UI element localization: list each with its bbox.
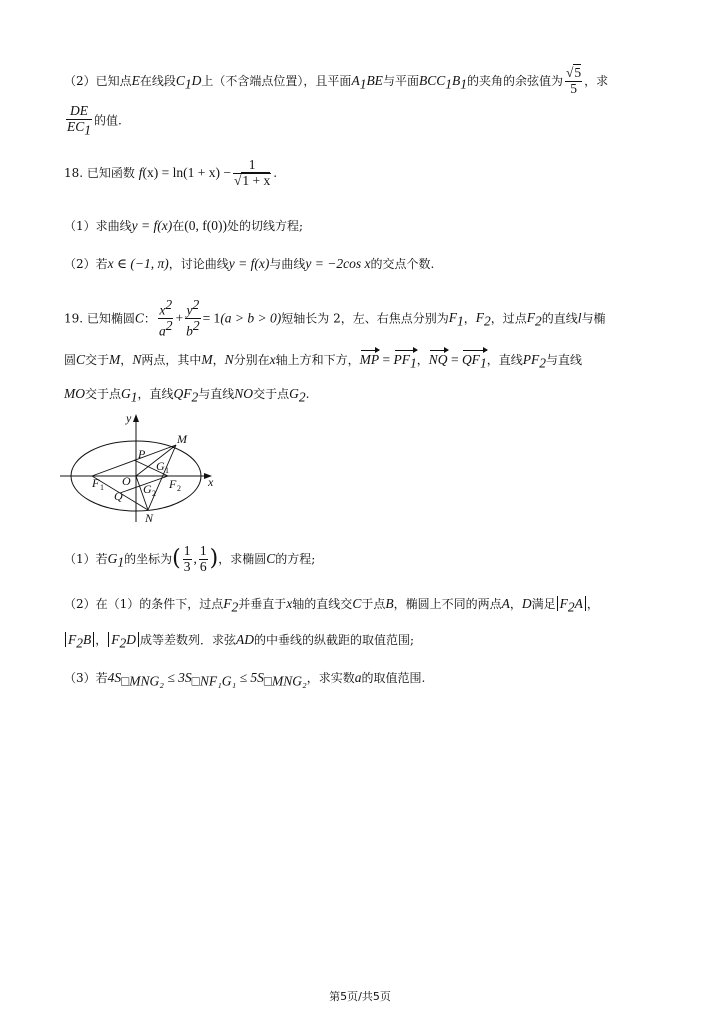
math-vector-qf1: $QF_1$ <box>461 352 487 371</box>
math-vector-mp: MP <box>359 352 380 367</box>
text: ，求椭圆 <box>218 551 267 566</box>
p19-q2-line2: $F_2B$ ， $F_2D$ 成等差数列．求弦AD的中垂线的纵截距的取值范围; <box>64 632 414 652</box>
text: （1）若 <box>64 551 108 566</box>
math-n: N <box>132 352 142 367</box>
math-g1: $G_1$ <box>121 386 138 405</box>
math-a: A <box>501 596 510 611</box>
label-g2 <box>143 482 156 498</box>
text: ，直线 <box>486 353 523 367</box>
text: 交于点 <box>253 387 290 401</box>
ellipse-figure <box>58 410 228 528</box>
math-c: C <box>352 596 362 611</box>
label-x: x <box>208 475 214 489</box>
p18-intro-line <box>64 158 277 189</box>
p18-q1-line <box>64 218 303 234</box>
text: 并垂直于 <box>238 597 287 611</box>
label-p: P <box>138 447 146 461</box>
label-q: Q <box>114 489 123 503</box>
text: （2）已知点 <box>64 73 132 88</box>
label-f2 <box>168 477 181 493</box>
math-f2: $F_2$ <box>223 596 239 615</box>
label-m: M <box>177 432 187 446</box>
text: 于点 <box>361 597 386 611</box>
math-plane2: $BCC_1B_1$ <box>418 72 467 92</box>
math-plane1: $A_1BE$ <box>351 72 383 92</box>
text: 圆 <box>64 353 77 367</box>
svg-text:G: G <box>143 482 152 496</box>
svg-text:2: 2 <box>152 489 156 498</box>
math-x-frac: $\frac{x^2}{a^2}$ <box>158 297 173 339</box>
label-o: O <box>122 474 131 488</box>
math: y = −2cos x <box>305 256 371 271</box>
math-ratio: $\frac{DE}{EC_1}$ <box>67 103 92 138</box>
math-abs-f2a: $F_2A$ <box>557 596 586 611</box>
text: 与直线 <box>198 387 235 401</box>
math-x: x <box>269 352 276 367</box>
math-f1: $F_1$ <box>448 310 464 330</box>
math-l: l <box>577 310 582 326</box>
text: 处的切线方程; <box>226 219 304 233</box>
text: 上（不含端点位置），且平面 <box>201 73 352 88</box>
math-vector-nq: NQ <box>428 352 448 367</box>
text: 轴的直线交 <box>292 597 353 611</box>
text: 的值. <box>94 113 122 128</box>
svg-text:F: F <box>169 477 177 491</box>
math-m: M <box>201 352 213 367</box>
math-f2: $F_2$ <box>475 310 491 330</box>
text: 的取值范围. <box>361 671 426 685</box>
svg-text:G: G <box>156 459 165 473</box>
text: 的直线 <box>541 311 578 326</box>
text: 的交点个数. <box>370 257 435 271</box>
text: ，讨论曲线 <box>168 257 229 271</box>
math-abs-f2d: $F_2D$ <box>108 632 139 647</box>
svg-text:2: 2 <box>177 484 181 493</box>
math-coord-y: $\frac{1}{6}$ <box>199 543 207 574</box>
text: 成等差数列．求弦 <box>140 633 237 647</box>
math-f-expr: (x) = ln(1 + x) − <box>142 164 231 180</box>
math-pf2: $PF_2$ <box>522 352 546 371</box>
page-footer: 第5页/共5页 <box>329 990 391 1003</box>
math-a: a <box>354 670 362 685</box>
text: 与直线 <box>545 353 582 367</box>
math-c: C <box>266 550 276 566</box>
math: (0, f(0)) <box>184 218 227 233</box>
math-segment: $C_1D$ <box>175 72 202 92</box>
label-n: N <box>145 511 154 525</box>
p17-ratio-line <box>64 104 122 138</box>
math-c: C <box>134 310 144 326</box>
svg-text:F: F <box>92 476 100 490</box>
svg-text:1: 1 <box>165 466 169 475</box>
y-axis-arrow <box>133 414 139 422</box>
math-f2: $F_2$ <box>526 310 542 330</box>
svg-text:1: 1 <box>100 483 104 492</box>
label-y: y <box>126 411 132 425</box>
math-x: x <box>286 596 293 611</box>
math-cos-value: $\frac{√5}{5}$ <box>565 65 582 96</box>
p19-line2: 圆C交于M，N两点，其中M，N分别在x轴上方和下方，MP = $PF_1$，NQ = $QF_1$，直线$PF_2$与直线 <box>64 352 582 371</box>
text: （3）若 <box>64 671 108 685</box>
math-vector-pf1: $PF_1$ <box>393 352 417 371</box>
math-inequality: $4S_{□MNG_2} \le 3S_{□NF_1G_1} \le 5S_{□MNG_2}$ <box>107 670 307 689</box>
label-g1 <box>156 459 169 475</box>
text: ，求 <box>584 73 609 88</box>
math-coord-x: $\frac{1}{3}$ <box>183 543 191 574</box>
p19-line3 <box>64 386 309 406</box>
text: . <box>305 387 310 401</box>
math: y = f(x) <box>228 256 270 271</box>
math-b: B <box>385 596 394 611</box>
text: 的方程; <box>275 551 316 566</box>
text: ，求实数 <box>306 671 355 685</box>
text: 在线段 <box>139 73 176 88</box>
text: 18. 已知函数 <box>64 165 135 180</box>
text: 的中垂线的纵截距的取值范围; <box>254 633 415 647</box>
text: 分别在 <box>233 353 270 367</box>
p19-q2-line1: （2）在（1）的条件下，过点$F_2$并垂直于x轴的直线交C于点B，椭圆上不同的两点A，D满足 $F_2A$ ， <box>64 596 599 615</box>
math-mo: MO <box>64 386 85 401</box>
p18-q2-line <box>64 256 434 272</box>
text: 与曲线 <box>269 257 306 271</box>
math-abs-f2b: $F_2B$ <box>65 632 94 647</box>
text: 两点，其中 <box>141 353 202 367</box>
math-g1: $G_1$ <box>107 550 125 570</box>
math-y-frac: $\frac{y^2}{b^2}$ <box>186 297 200 339</box>
text: 的坐标为 <box>124 551 173 566</box>
math-f: f <box>138 164 143 180</box>
text: ，直线 <box>137 387 174 401</box>
p19-intro-line: 19. 已知椭圆C： $\frac{x^2}{a^2}$ + $\frac{y^2}{b^2}$ = 1(a > b > 0)短轴长为 2，左、右焦点分别为$F_1$，$F_2$，过点$F_2$的直线l与椭 <box>64 297 606 339</box>
math: y = f(x) <box>131 218 173 233</box>
math-n: N <box>224 352 234 367</box>
math: = 1 <box>202 310 221 326</box>
math-c: C <box>76 352 86 367</box>
text: （2）若 <box>64 257 108 271</box>
label-f1 <box>91 476 104 492</box>
p19-q3-line <box>64 670 425 690</box>
math-no: NO <box>234 386 254 401</box>
text: （2）在（1）的条件下，过点 <box>64 597 224 611</box>
p17-part2-line <box>64 66 608 97</box>
text: 在 <box>172 219 185 233</box>
text: 满足 <box>531 597 556 611</box>
text: 与平面 <box>382 73 419 88</box>
text: 19. 已知椭圆 <box>64 311 135 326</box>
math-d: D <box>521 596 532 611</box>
math-condition: (a > b > 0) <box>220 310 282 326</box>
text: 轴上方和下方， <box>275 353 360 367</box>
math-m: M <box>109 352 121 367</box>
p19-q1-line: （1）若$G_1$的坐标为( $\frac{1}{3}$ , $\frac{1}{6}$ )，求椭圆C的方程; <box>64 543 316 574</box>
math-f-fraction: $\frac{1}{√1 + x}$ <box>233 157 271 188</box>
math: x ∈ (−1, π) <box>107 256 169 271</box>
text: ，椭圆上不同的两点 <box>393 597 502 611</box>
text: 交于点 <box>85 387 122 401</box>
text: （1）求曲线 <box>64 219 132 233</box>
math-point-e: E <box>131 72 140 88</box>
text: . <box>273 165 278 180</box>
text: 与椭 <box>581 311 606 326</box>
text: ： <box>143 311 156 326</box>
math-qf2: $QF_2$ <box>173 386 199 405</box>
math-ad: AD <box>236 632 255 647</box>
text: 的夹角的余弦值为 <box>466 73 563 88</box>
text: 交于 <box>85 353 110 367</box>
text: 短轴长为 2，左、右焦点分别为 <box>281 311 449 326</box>
text: ，过点 <box>490 311 527 326</box>
math-g2: $G_2$ <box>289 386 306 405</box>
